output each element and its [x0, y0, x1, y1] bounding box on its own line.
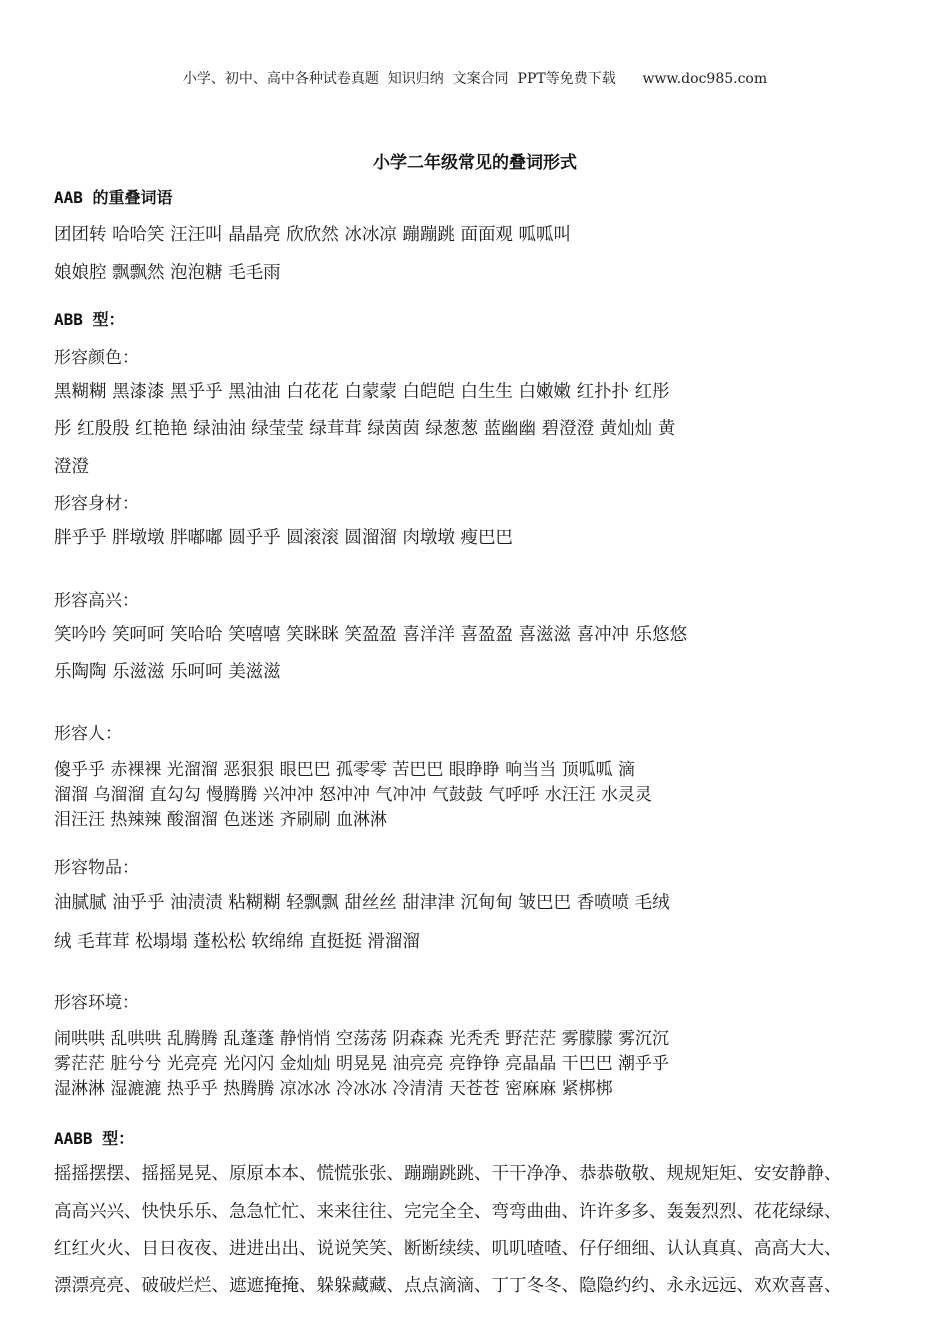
document-title: 小学二年级常见的叠词形式: [373, 153, 577, 173]
category-label-object: 形容物品：: [54, 858, 139, 878]
word-line: 摇摇摆摆、摇摇晃晃、原原本本、慌慌张张、蹦蹦跳跳、干干净净、恭恭敬敬、规规矩矩、安安静静、: [54, 1164, 842, 1184]
category-label-person: 形容人：: [54, 724, 122, 744]
section-heading-abb: ABB 型：: [54, 310, 125, 329]
word-line: 漂漂亮亮、破破烂烂、遮遮掩掩、躲躲藏藏、点点滴滴、丁丁冬冬、隐隐约约、永永远远、欢欢喜喜、: [54, 1276, 842, 1296]
category-label-environment: 形容环境：: [54, 993, 139, 1013]
word-line: 团团转 哈哈笑 汪汪叫 晶晶亮 欣欣然 冰冰凉 蹦蹦跳 面面观 呱呱叫: [54, 225, 571, 245]
word-line: 油腻腻 油乎乎 油渍渍 粘糊糊 轻飘飘 甜丝丝 甜津津 沉甸甸 皱巴巴 香喷喷 毛绒: [54, 893, 670, 913]
page-header: 小学、初中、高中各种试卷真题 知识归纳 文案合同 PPT等免费下载 www.doc985.com: [182, 71, 768, 87]
category-label-figure: 形容身材：: [54, 494, 139, 514]
word-line: 笑吟吟 笑呵呵 笑哈哈 笑嘻嘻 笑眯眯 笑盈盈 喜洋洋 喜盈盈 喜滋滋 喜冲冲 乐悠悠: [54, 625, 688, 645]
word-line: 绒 毛茸茸 松塌塌 蓬松松 软绵绵 直挺挺 滑溜溜: [54, 932, 420, 952]
word-line: 乐陶陶 乐滋滋 乐呵呵 美滋滋: [54, 662, 281, 682]
section-heading-aab: AAB 的重叠词语: [54, 188, 173, 207]
word-line: 湿淋淋 湿漉漉 热乎乎 热腾腾 凉冰冰 冷冰冰 冷清清 天苍苍 密麻麻 紧梆梆: [54, 1079, 613, 1099]
word-line: 泪汪汪 热辣辣 酸溜溜 色迷迷 齐刷刷 血淋淋: [54, 810, 388, 830]
word-line: 高高兴兴、快快乐乐、急急忙忙、来来往往、完完全全、弯弯曲曲、许许多多、轰轰烈烈、花花绿绿、: [54, 1202, 842, 1222]
word-line: 傻乎乎 赤裸裸 光溜溜 恶狠狠 眼巴巴 孤零零 苦巴巴 眼睁睁 响当当 顶呱呱 滴: [54, 760, 636, 780]
word-line: 雾茫茫 脏兮兮 光亮亮 光闪闪 金灿灿 明晃晃 油亮亮 亮铮铮 亮晶晶 干巴巴 潮乎乎: [54, 1054, 670, 1074]
word-line: 娘娘腔 飘飘然 泡泡糖 毛毛雨: [54, 263, 281, 283]
word-line: 澄澄: [54, 457, 89, 477]
word-line: 溜溜 乌溜溜 直勾勾 慢腾腾 兴冲冲 怒冲冲 气冲冲 气鼓鼓 气呼呼 水汪汪 水灵灵: [54, 785, 653, 805]
word-line: 黑糊糊 黑漆漆 黑乎乎 黑油油 白花花 白蒙蒙 白皑皑 白生生 白嫩嫩 红扑扑 红彤: [54, 382, 670, 402]
word-line: 彤 红殷殷 红艳艳 绿油油 绿莹莹 绿茸茸 绿茵茵 绿葱葱 蓝幽幽 碧澄澄 黄灿灿 黄: [54, 419, 676, 439]
category-label-happy: 形容高兴：: [54, 591, 139, 611]
word-line: 胖乎乎 胖墩墩 胖嘟嘟 圆乎乎 圆滚滚 圆溜溜 肉墩墩 瘦巴巴: [54, 528, 513, 548]
category-label-color: 形容颜色：: [54, 348, 139, 368]
word-line: 闹哄哄 乱哄哄 乱腾腾 乱蓬蓬 静悄悄 空荡荡 阴森森 光秃秃 野茫茫 雾朦朦 雾沉沉: [54, 1029, 670, 1049]
section-heading-aabb: AABB 型：: [54, 1129, 135, 1148]
word-line: 红红火火、日日夜夜、进进出出、说说笑笑、断断续续、叽叽喳喳、仔仔细细、认认真真、高高大大、: [54, 1239, 842, 1259]
